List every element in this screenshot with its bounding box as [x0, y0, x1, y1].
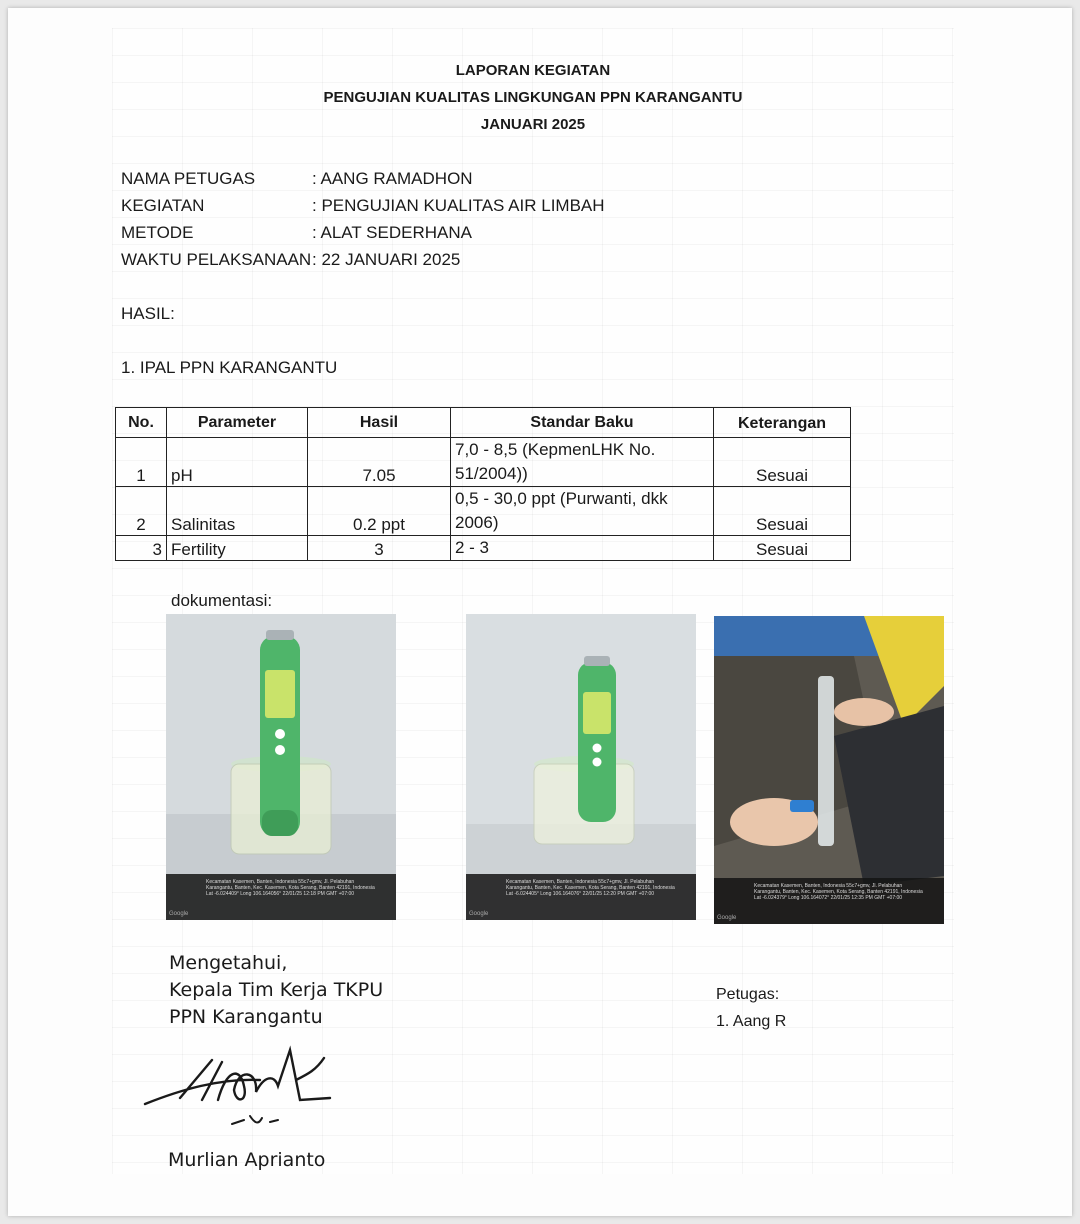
report-title-line1: LAPORAN KEGIATAN	[455, 62, 611, 79]
petugas-label: Petugas:	[716, 986, 780, 1003]
cell-no: 1	[116, 438, 167, 487]
photo-water-sampling	[714, 616, 944, 924]
cell-standar-baku: 0,5 - 30,0 ppt (Purwanti, dkk 2006)	[451, 487, 714, 536]
header-parameter: Parameter	[167, 408, 308, 438]
header-keterangan: Keterangan	[714, 408, 851, 438]
table-row	[116, 438, 851, 487]
info-value-nama: : AANG RAMADHON	[312, 169, 473, 188]
section-title: 1. IPAL PPN KARANGANTU	[121, 358, 338, 377]
cell-parameter: Fertility	[167, 536, 308, 561]
cell-keterangan: Sesuai	[714, 487, 851, 536]
cell-standar-baku: 2 - 3	[451, 536, 714, 561]
cell-keterangan: Sesuai	[714, 438, 851, 487]
google-label: Google	[169, 911, 189, 917]
report-title-line2: PENGUJIAN KUALITAS LINGKUNGAN PPN KARANGANTU	[323, 89, 743, 106]
approver-name: Murlian Aprianto	[168, 1149, 326, 1171]
table-header-row	[116, 408, 851, 438]
header-no: No.	[116, 408, 167, 438]
results-table	[115, 407, 851, 561]
info-label-nama: NAMA PETUGAS	[121, 169, 256, 188]
table-row	[116, 536, 851, 561]
header-standar-baku: Standar Baku	[451, 408, 714, 438]
cell-parameter: pH	[167, 438, 308, 487]
cell-keterangan: Sesuai	[714, 536, 851, 561]
info-label-waktu: WAKTU PELAKSANAAN	[121, 250, 312, 269]
geotag-caption: Kecamatan Kasemen, Banten, Indonesia 55c7+gmv, Jl. Pelabuhan Karangantu, Banten, Kec. Kasemen, Kota Serang, Banten 42191, Indonesia Lat -6.024409° Long 106.164056° 22/01/25 12:18 PM GMT +07:00	[206, 879, 375, 897]
table-row	[116, 487, 851, 536]
cell-standar-baku: 7,0 - 8,5 (KepmenLHK No. 51/2004))	[451, 438, 714, 487]
report-title-line3: JANUARI 2025	[480, 116, 586, 133]
cell-hasil: 0.2 ppt	[308, 487, 451, 536]
geotag-caption: Kecamatan Kasemen, Banten, Indonesia 55c7+gmv, Jl. Pelabuhan Karangantu, Banten, Kec. Kasemen, Kota Serang, Banten 42191, Indonesia Lat -6.024379° Long 106.164072° 22/01/25 12:35 PM GMT +07:00	[754, 883, 923, 901]
info-value-kegiatan: : PENGUJIAN KUALITAS AIR LIMBAH	[312, 196, 605, 215]
approval-mengetahui: Mengetahui,	[169, 952, 288, 974]
signature	[140, 1040, 340, 1135]
cell-hasil: 3	[308, 536, 451, 561]
geotag-caption: Kecamatan Kasemen, Banten, Indonesia 55c7+gmv, Jl. Pelabuhan Karangantu, Banten, Kec. Kasemen, Kota Serang, Banten 42191, Indonesia Lat -6.024405° Long 106.164076° 22/01/25 12:20 PM GMT +07:00	[506, 879, 675, 897]
approval-office: PPN Karangantu	[169, 1006, 323, 1028]
approval-position: Kepala Tim Kerja TKPU	[169, 979, 384, 1001]
geotag-overlay	[166, 874, 396, 920]
cell-hasil: 7.05	[308, 438, 451, 487]
geotag-overlay	[466, 874, 696, 920]
info-value-waktu: : 22 JANUARI 2025	[312, 250, 461, 269]
cell-parameter: Salinitas	[167, 487, 308, 536]
info-label-metode: METODE	[121, 223, 194, 242]
hasil-label: HASIL:	[121, 304, 175, 323]
cell-no: 2	[116, 487, 167, 536]
cell-no: 3	[116, 536, 167, 561]
dokumentasi-label: dokumentasi:	[171, 591, 273, 610]
info-label-kegiatan: KEGIATAN	[121, 196, 205, 215]
google-label: Google	[717, 915, 737, 921]
geotag-overlay	[714, 878, 944, 924]
google-label: Google	[469, 911, 489, 917]
photo-salinity-meter	[466, 614, 696, 920]
petugas-name: 1. Aang R	[716, 1013, 787, 1030]
photo-ph-meter	[166, 614, 396, 920]
info-value-metode: : ALAT SEDERHANA	[312, 223, 472, 242]
header-hasil: Hasil	[308, 408, 451, 438]
